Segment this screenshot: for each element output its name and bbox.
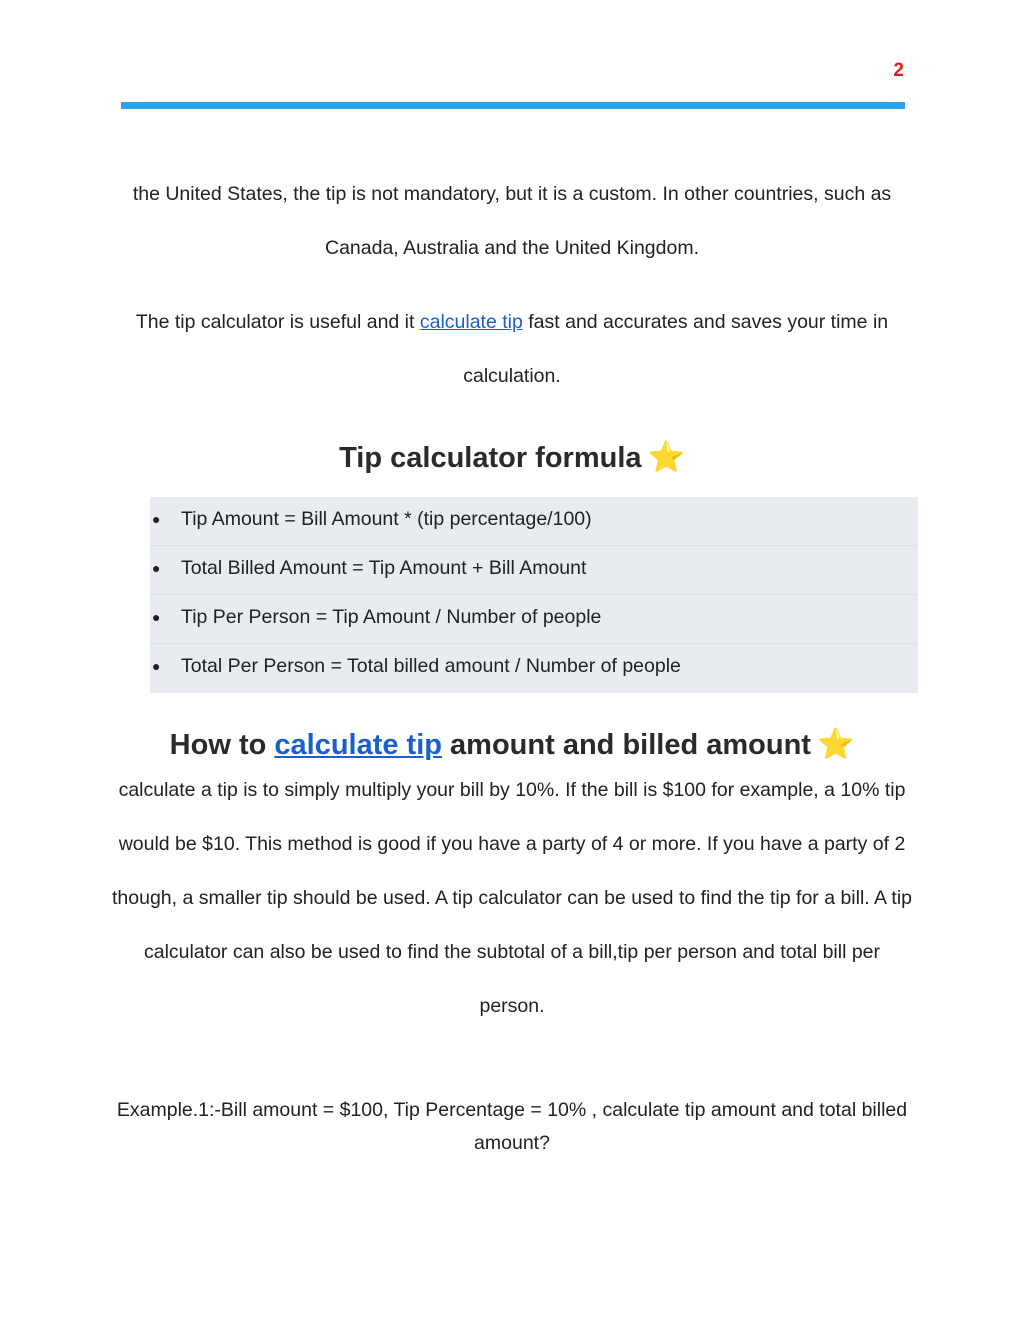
formula-list — [150, 497, 918, 693]
header-divider — [121, 102, 905, 109]
bullet-icon: ● — [152, 511, 161, 527]
formula-item-total-billed — [150, 546, 918, 595]
bullet-icon: ● — [152, 560, 161, 576]
formula-item-text: Total Billed Amount = Tip Amount + Bill Amount — [181, 557, 587, 579]
bullet-icon: ● — [152, 658, 161, 674]
formula-heading — [60, 440, 964, 475]
intro-text-before-link: The tip calculator is useful and it — [135, 311, 420, 333]
bullet-icon: ● — [152, 609, 161, 625]
formula-item-tip-amount — [150, 497, 918, 546]
formula-item-text: Total Per Person = Total billed amount / Number of people — [181, 655, 681, 677]
formula-heading-text: Tip calculator formula — [339, 442, 642, 474]
example-paragraph: Example.1:-Bill amount = $100, Tip Percentage = 10% , calculate tip amount and total billed amount? — [116, 1099, 908, 1154]
formula-item-tip-per-person — [150, 595, 918, 644]
calculate-tip-link[interactable]: calculate tip — [419, 311, 523, 333]
star-icon: ⭐ — [816, 728, 855, 761]
formula-item-text: Tip Per Person = Tip Amount / Number of people — [181, 606, 602, 628]
formula-item-total-per-person — [150, 644, 918, 693]
howto-heading — [60, 727, 964, 762]
howto-heading-before: How to — [169, 729, 275, 761]
intro-paragraph-2 — [100, 295, 924, 403]
howto-calculate-tip-link[interactable]: calculate tip — [274, 729, 442, 761]
intro-paragraph-1: the United States, the tip is not mandatory, but it is a custom. In other countries, such as Canada, Australia and the United Kingdom. — [132, 183, 892, 259]
howto-body-paragraph: calculate a tip is to simply multiply your bill by 10%. If the bill is $100 for example, a 10% tip would be $10. This method is good if you have a party of 4 or more. If you have a party of 2 though, a smaller tip should be used. A tip calculator can be used to find the tip for a bill. A tip calculator can also be used to find the subtotal of a bill,tip per person and total bill per person. — [112, 779, 913, 1017]
intro-text-after-link: fast and accurates and saves your time in calculation. — [463, 311, 889, 387]
star-icon: ⭐ — [647, 441, 685, 474]
formula-item-text: Tip Amount = Bill Amount * (tip percentage/100) — [181, 508, 592, 530]
page-number: 2 — [893, 60, 904, 81]
howto-heading-after: amount and billed amount — [442, 729, 811, 761]
